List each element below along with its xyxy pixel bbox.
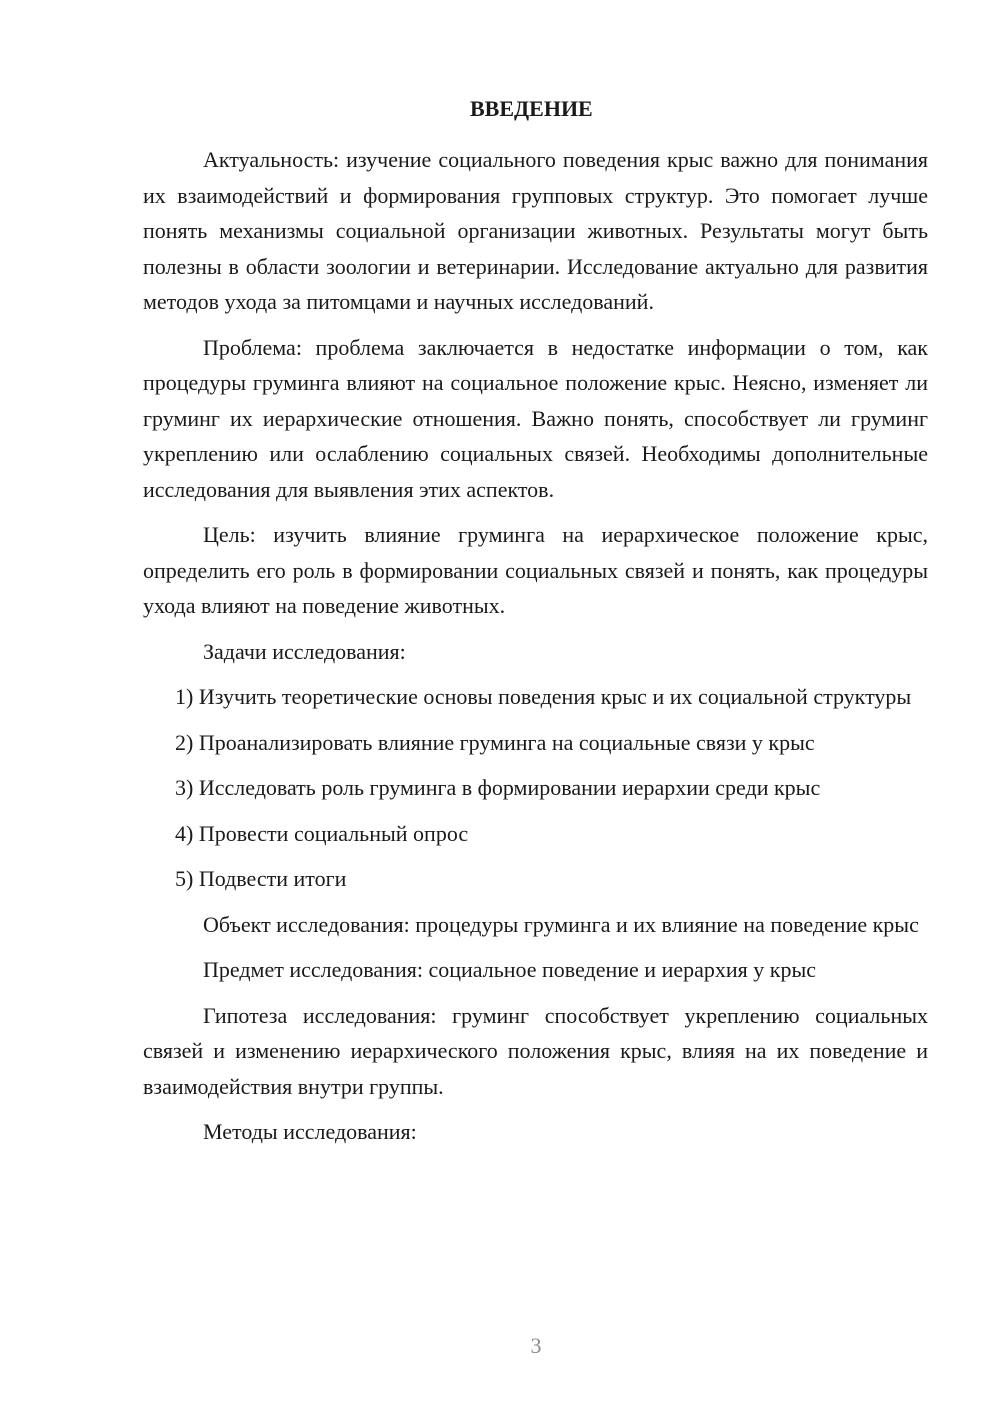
object-paragraph: Объект исследования: процедуры груминга и их влияние на поведение крыс <box>203 911 919 937</box>
list-item: 5) Подвести итоги <box>175 866 347 891</box>
page-title <box>72 96 1000 122</box>
title-text: ВВЕДЕНИЕ <box>470 96 593 121</box>
tasks-heading: Задачи исследования: <box>203 638 406 664</box>
relevance-paragraph: Актуальность: изучение социального поведения крыс важно для понимания их взаимодействий и формирования групповых структур. Это помогает лучше понять механизмы социальной организации животных. Результаты могут быть полезны в области зоологии и ветеринарии. Исследование актуально для развития методов ухода за питомцами и научных исследований. <box>143 147 928 314</box>
subject-paragraph: Предмет исследования: социальное поведение и иерархия у крыс <box>203 957 817 982</box>
page-number: 3 <box>530 1333 542 1358</box>
methods-heading: Методы исследования: <box>203 1119 417 1144</box>
hypothesis-paragraph: Гипотеза исследования: груминг способствует укреплению социальных связей и изменению иерархического положения крыс, влияя на их поведение и взаимодействия внутри группы. <box>143 1002 928 1099</box>
goal-paragraph: Цель: изучить влияние груминга на иерархическое положение крыс, определить его роль в формировании социальных связей и понять, как процедуры ухода влияют на поведение животных. <box>143 522 928 618</box>
list-item: 4) Провести социальный опрос <box>175 820 469 846</box>
list-item: 3) Исследовать роль груминга в формировании иерархии среди крыс <box>175 775 821 800</box>
document-body <box>143 142 928 1150</box>
list-item: 1) Изучить теоретические основы поведения крыс и их социальной структуры <box>175 684 912 709</box>
list-item: 2) Проанализировать влияние груминга на социальные связи у крыс <box>175 729 815 755</box>
problem-paragraph: Проблема: проблема заключается в недостатке информации о том, как процедуры груминга влияют на социальное положение крыс. Неясно, изменяет ли груминг их иерархические отношения. Важно понять, способствует ли груминг укреплению или ослаблению социальных связей. Необходимы дополнительные исследования для выявления этих аспектов. <box>143 334 928 502</box>
